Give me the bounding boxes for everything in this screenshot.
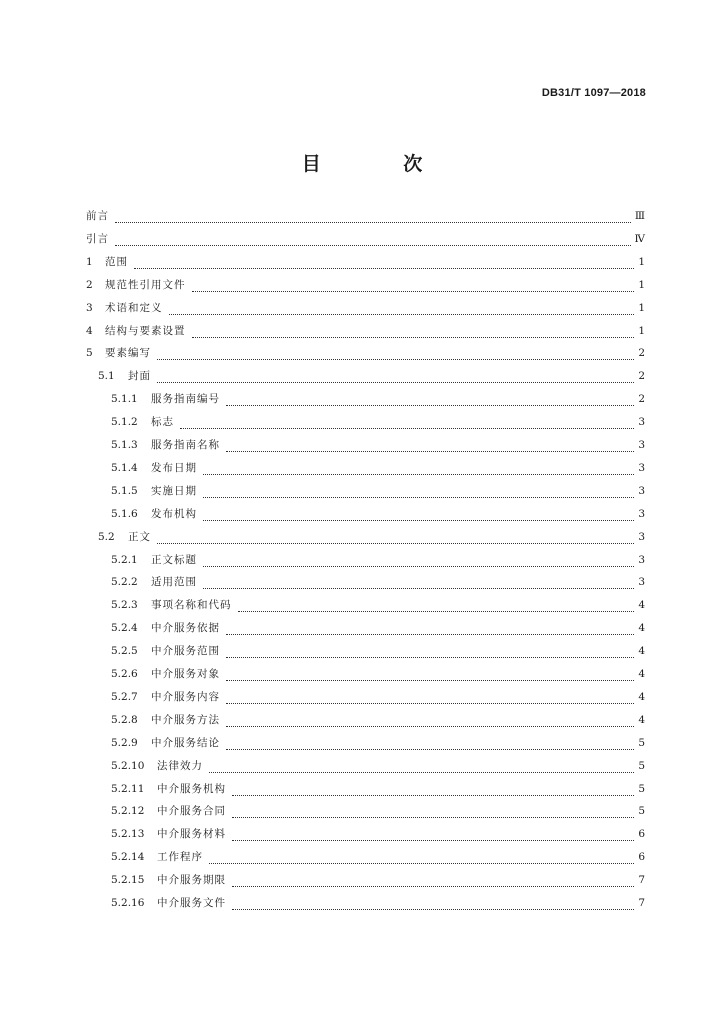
toc-entry-number: 5.2.4 <box>111 622 138 635</box>
toc-entry-number: 5.1.6 <box>111 507 138 520</box>
toc-entry-page: 4 <box>638 645 645 658</box>
toc-entry-page: Ⅲ <box>634 210 645 222</box>
toc-entry-title: 服务指南编号 <box>151 393 220 406</box>
toc-entry-page: 3 <box>638 507 645 520</box>
toc-entry[interactable] <box>111 461 645 475</box>
toc-entry-number: 5.2.16 <box>111 897 145 909</box>
toc-entry-page: 1 <box>638 301 645 314</box>
toc-entry-number: 5 <box>86 347 93 360</box>
toc-entry[interactable] <box>111 598 645 612</box>
toc-entry-page: 7 <box>638 874 645 887</box>
toc-dot-leader <box>232 830 634 841</box>
toc-entry-page: 3 <box>638 439 645 451</box>
toc-entry-number: 5.2 <box>98 530 115 543</box>
toc-entry-page: 6 <box>638 851 645 864</box>
toc-entry[interactable] <box>111 507 645 521</box>
toc-entry-title: 服务指南名称 <box>151 439 220 451</box>
toc-dot-leader <box>203 578 634 589</box>
toc-entry-number: 5.2.11 <box>111 782 145 795</box>
toc-dot-leader <box>157 533 634 544</box>
toc-entry[interactable] <box>111 667 645 681</box>
toc-entry-page: 1 <box>638 324 645 337</box>
toc-entry-number: 5.1.5 <box>111 484 138 497</box>
toc-entry-title: 中介服务期限 <box>157 874 226 887</box>
toc-entry[interactable] <box>111 759 645 773</box>
toc-entry-number: 5.2.10 <box>111 759 145 772</box>
toc-entry[interactable] <box>111 827 645 841</box>
toc-dot-leader <box>192 281 635 292</box>
toc-entry-title: 适用范围 <box>151 576 197 589</box>
toc-entry-page: 5 <box>638 782 645 795</box>
toc-dot-leader <box>134 258 634 269</box>
toc-entry-page: 1 <box>638 278 645 291</box>
toc-entry-page: 4 <box>638 599 645 612</box>
toc-dot-leader <box>226 647 634 658</box>
toc-dot-leader <box>115 212 631 223</box>
toc-entry[interactable] <box>86 209 645 223</box>
toc-entry[interactable] <box>111 621 645 635</box>
toc-entry-title: 术语和定义 <box>105 301 163 314</box>
toc-entry-title: 中介服务对象 <box>151 668 220 680</box>
toc-dot-leader <box>226 739 634 750</box>
toc-entry-number: 1 <box>86 255 93 268</box>
toc-entry-title: 中介服务合同 <box>157 805 226 818</box>
toc-dot-leader <box>180 418 634 429</box>
toc-entry-page: 3 <box>638 416 645 429</box>
toc-entry-title: 封面 <box>128 370 151 383</box>
toc-entry[interactable] <box>111 438 645 452</box>
toc-entry-page: 3 <box>638 461 645 474</box>
toc-entry-page: 2 <box>638 347 645 360</box>
toc-dot-leader <box>203 510 634 521</box>
toc-title: 目 次 <box>301 153 461 175</box>
toc-entry-page: 2 <box>638 393 645 406</box>
toc-entry-page: 5 <box>638 759 645 772</box>
toc-entry-title: 前言 <box>86 210 109 222</box>
toc-entry-number: 5.2.6 <box>111 668 138 680</box>
toc-dot-leader <box>232 785 634 796</box>
toc-dot-leader <box>226 395 634 406</box>
toc-entry-title: 中介服务方法 <box>151 713 220 726</box>
toc-entry-title: 中介服务机构 <box>157 782 226 795</box>
toc-entry-title: 范围 <box>105 255 128 268</box>
toc-dot-leader <box>226 670 634 681</box>
toc-dot-leader <box>232 807 634 818</box>
toc-entry[interactable] <box>86 324 645 338</box>
toc-entry-page: 5 <box>638 736 645 749</box>
toc-entry-title: 法律效力 <box>157 759 203 772</box>
toc-entry-page: 4 <box>638 713 645 726</box>
toc-entry-title: 正文 <box>128 530 151 543</box>
toc-entry-page: 5 <box>638 805 645 818</box>
toc-dot-leader <box>226 441 634 452</box>
toc-entry[interactable] <box>98 530 645 544</box>
toc-entry-number: 5.2.14 <box>111 851 145 864</box>
toc-entry-title: 发布日期 <box>151 461 197 474</box>
toc-entry-number: 5.1 <box>98 370 115 383</box>
toc-dot-leader <box>226 716 634 727</box>
toc-entry-page: 3 <box>638 530 645 543</box>
toc-entry[interactable] <box>111 736 645 750</box>
toc-dot-leader <box>169 304 635 315</box>
toc-entry-title: 结构与要素设置 <box>105 324 186 337</box>
toc-entry-number: 3 <box>86 301 93 314</box>
toc-entry[interactable] <box>86 255 645 269</box>
toc-entry-title: 正文标题 <box>151 553 197 566</box>
toc-entry-number: 5.2.3 <box>111 599 138 612</box>
toc-entry-title: 要素编写 <box>105 347 151 360</box>
toc-entry-title: 中介服务依据 <box>151 622 220 635</box>
toc-entry-number: 5.2.9 <box>111 736 138 749</box>
toc-entry-title: 中介服务范围 <box>151 645 220 658</box>
toc-entry-title: 事项名称和代码 <box>151 599 232 612</box>
toc-entry-page: Ⅳ <box>634 232 645 245</box>
toc-dot-leader <box>203 556 634 567</box>
toc-entry-number: 5.2.15 <box>111 874 145 887</box>
toc-entry-title: 规范性引用文件 <box>105 278 186 291</box>
toc-entry-page: 1 <box>638 255 645 268</box>
toc-entry[interactable] <box>111 873 645 887</box>
toc-entry-number: 5.2.7 <box>111 690 138 703</box>
toc-entry[interactable] <box>111 690 645 704</box>
toc-entry[interactable] <box>86 346 645 360</box>
toc-dot-leader <box>192 327 635 338</box>
toc-entry[interactable] <box>111 484 645 498</box>
toc-entry-page: 2 <box>638 370 645 383</box>
toc-dot-leader <box>238 601 635 612</box>
toc-entry-title: 中介服务结论 <box>151 736 220 749</box>
toc-entry-number: 5.2.12 <box>111 805 145 818</box>
toc-entry[interactable] <box>111 644 645 658</box>
toc-dot-leader <box>209 853 634 864</box>
toc-entry[interactable] <box>111 896 645 910</box>
toc-entry-title: 实施日期 <box>151 484 197 497</box>
toc-entry-title: 发布机构 <box>151 507 197 520</box>
toc-dot-leader <box>157 372 634 383</box>
toc-entry-title: 标志 <box>151 416 174 429</box>
toc-entry-number: 5.1.2 <box>111 416 138 429</box>
toc-dot-leader <box>157 349 634 360</box>
toc-entry[interactable] <box>111 575 645 589</box>
toc-dot-leader <box>232 899 634 910</box>
toc-entry[interactable] <box>98 369 645 383</box>
toc-entry-title: 中介服务材料 <box>157 828 226 841</box>
toc-entry[interactable] <box>111 415 645 429</box>
toc-dot-leader <box>209 762 634 773</box>
toc-entry-number: 5.1.4 <box>111 461 138 474</box>
toc-entry-page: 4 <box>638 622 645 635</box>
toc-entry-title: 工作程序 <box>157 851 203 864</box>
toc-entry-number: 4 <box>86 324 93 337</box>
toc-entry[interactable] <box>86 301 645 315</box>
toc-entry[interactable] <box>111 553 645 567</box>
toc-entry-page: 3 <box>638 553 645 566</box>
toc-entry-number: 5.2.1 <box>111 553 138 566</box>
toc-entry-page: 4 <box>638 668 645 680</box>
toc-entry-page: 6 <box>638 828 645 841</box>
toc-entry[interactable] <box>86 232 645 246</box>
toc-entry-page: 3 <box>638 576 645 589</box>
toc-dot-leader <box>203 464 634 475</box>
toc-entry[interactable] <box>111 713 645 727</box>
toc-dot-leader <box>115 235 631 246</box>
toc-entry-page: 3 <box>638 484 645 497</box>
toc-entry-number: 5.1.1 <box>111 393 138 406</box>
toc-dot-leader <box>232 876 634 887</box>
document-code: DB31/T 1097—2018 <box>541 87 646 99</box>
toc-entry-number: 5.1.3 <box>111 439 138 451</box>
toc-entry[interactable] <box>111 782 645 796</box>
toc-entry-number: 5.2.13 <box>111 828 145 841</box>
toc-entry[interactable] <box>111 392 645 406</box>
toc-entry-page: 7 <box>638 897 645 909</box>
toc-entry-number: 2 <box>86 278 93 291</box>
toc-entry-number: 5.2.5 <box>111 645 138 658</box>
toc-entry-title: 中介服务文件 <box>157 897 226 909</box>
toc-dot-leader <box>226 693 634 704</box>
toc-entry[interactable] <box>86 278 645 292</box>
toc-entry-title: 引言 <box>86 232 109 245</box>
toc-dot-leader <box>203 487 634 498</box>
toc-dot-leader <box>226 624 634 635</box>
toc-entry-title: 中介服务内容 <box>151 690 220 703</box>
toc-entry-page: 4 <box>638 690 645 703</box>
toc-entry[interactable] <box>111 850 645 864</box>
toc-entry-number: 5.2.8 <box>111 713 138 726</box>
toc-entry-number: 5.2.2 <box>111 576 138 589</box>
toc-entry[interactable] <box>111 804 645 818</box>
